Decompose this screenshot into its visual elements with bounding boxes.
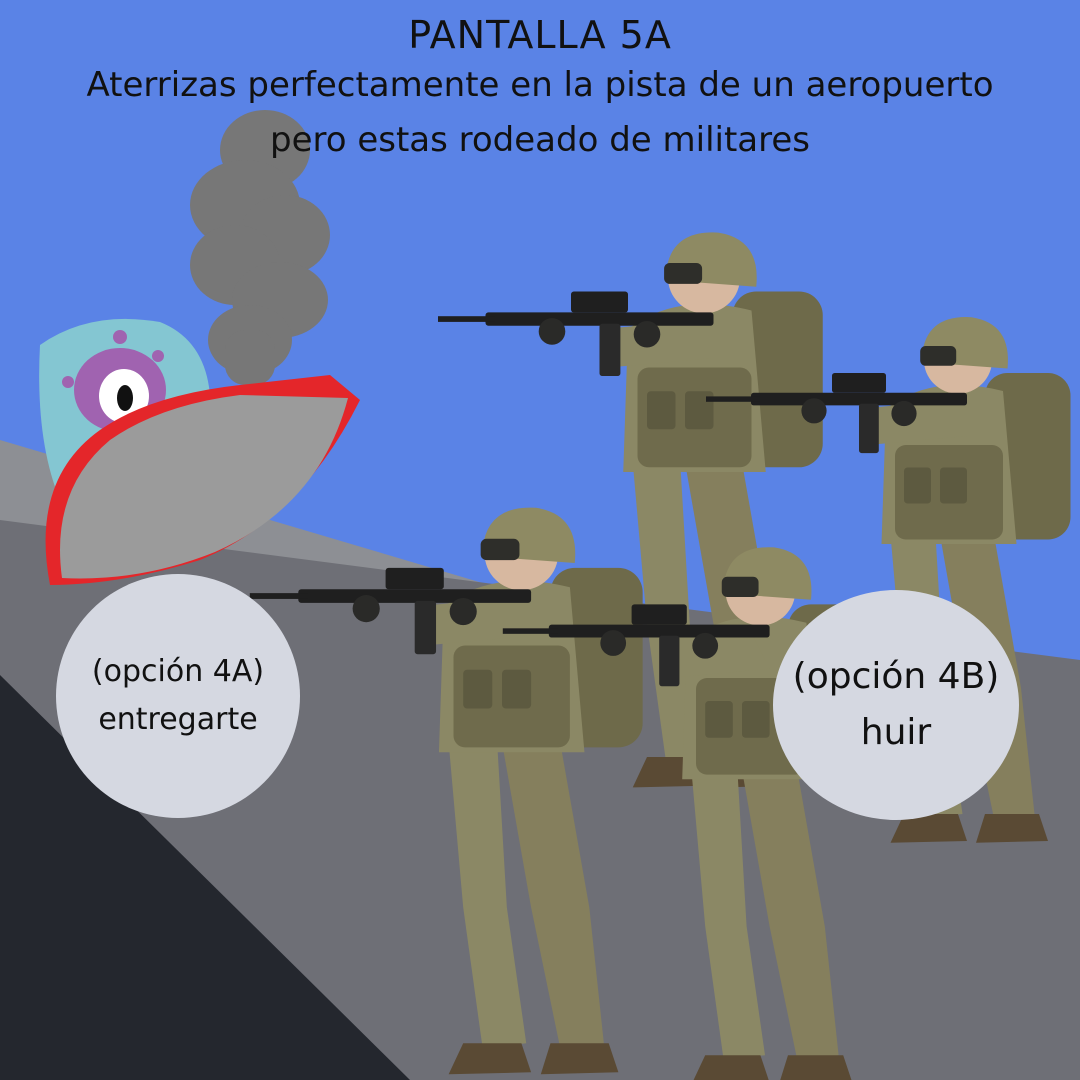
- option-a-label: entregarte: [98, 702, 258, 737]
- option-b-code: (opción 4B): [792, 656, 1000, 697]
- description-line-1: Aterrizas perfectamente en la pista de un aeropuerto: [86, 65, 994, 105]
- option-a-code: (opción 4A): [91, 654, 265, 689]
- screen-header: [0, 12, 1080, 168]
- option-b-label: huir: [860, 712, 932, 753]
- option-surrender-button[interactable]: [56, 574, 300, 818]
- description-line-2: pero estas rodeado de militares: [269, 120, 810, 160]
- screen-description: [0, 58, 1080, 168]
- screen-title: PANTALLA 5A: [408, 13, 672, 57]
- option-flee-button[interactable]: [773, 590, 1019, 820]
